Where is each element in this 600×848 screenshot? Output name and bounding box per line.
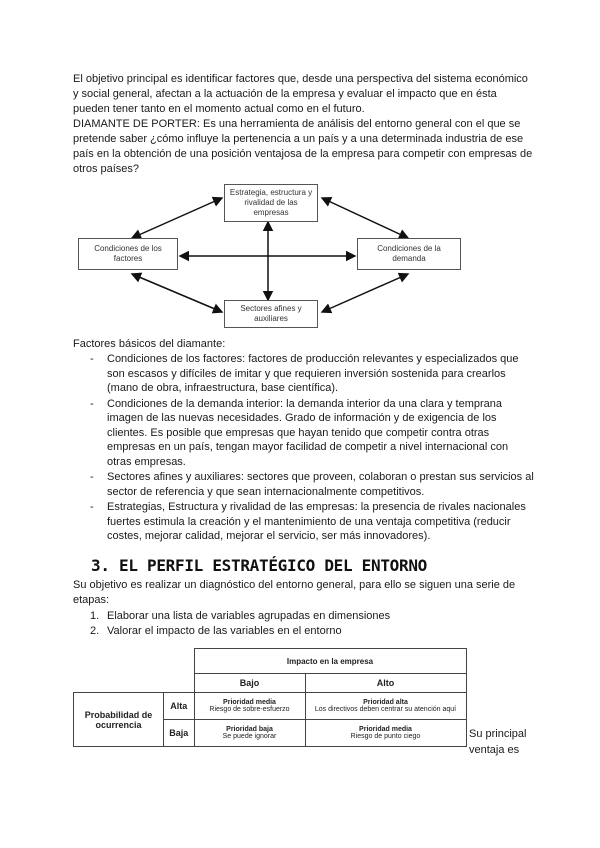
diamante-paragraph: DIAMANTE DE PORTER: Es una herramienta de análisis del entorno general con el que se pretende saber ¿cómo influye la pertenencia a un país y a una determinada industria de ese país en la obtención de una posición ventajosa de la empresa para competir con empresas de otros países? (73, 118, 533, 175)
list-item: - Condiciones de los factores: factores de producción relevantes y especializados que son escasos y difíciles de imitar y que requieren inversión sostenida para crearlos (mano de obra, infraestructura, base científica). (90, 352, 535, 396)
factors-list (90, 352, 535, 545)
objective-paragraph: El objetivo principal es identificar factores que, desde una perspectiva del sistema económico y social general, afectan a la actuación de la empresa y evaluar el impacto que en ésta pueden tener tanto en el momento actual como en el futuro. (73, 73, 528, 115)
table-row-alta: Alta (164, 693, 195, 720)
side-text: Su principal ventaja es (469, 728, 527, 756)
impact-table (73, 648, 467, 747)
table-cell-baja-bajo: Prioridad baja Se puede ignorar (194, 720, 305, 747)
diagram-box-strategy: Estrategia, estructura y rivalidad de las empresas (224, 184, 318, 222)
step-number: 2. (90, 625, 100, 637)
table-row-baja: Baja (164, 720, 195, 747)
table-cell-baja-alto: Prioridad media Riesgo de punto ciego (305, 720, 466, 747)
step-number: 1. (90, 610, 100, 622)
diagram-box-demand: Condiciones de la demanda (357, 238, 461, 270)
list-item: - Sectores afines y auxiliares: sectores que proveen, colaboran o prestan sus servicios al sector de referencia y que sean internacionalmente competitivos. (90, 470, 535, 499)
steps-list (90, 609, 390, 639)
arrow-top-left (132, 198, 222, 238)
porter-diamond-diagram (70, 182, 470, 332)
diagram-box-factors: Condiciones de los factores (78, 238, 178, 270)
step-text: Valorar el impacto de las variables en el entorno (107, 625, 342, 637)
list-item (90, 624, 390, 639)
arrow-bottom-right (322, 274, 408, 312)
diagram-box-sectors: Sectores afines y auxiliares (224, 300, 318, 328)
arrow-top-right (322, 198, 408, 238)
table-cell-alta-bajo: Prioridad media Riesgo de sobre-esfuerzo (194, 693, 305, 720)
table-header-impact: Impacto en la empresa (194, 649, 466, 674)
list-item (90, 609, 390, 624)
table-row-label: Probabilidad de ocurrencia (74, 693, 164, 747)
table-col-alto: Alto (305, 674, 466, 693)
list-item: - Condiciones de la demanda interior: la demanda interior da una clara y temprana imagen de las nuevas necesidades. Grado de información y de exigencia de los clientes. Es posible que empresas que hayan tenido que competir contra otras empresas en un país, tengan mayor facilidad de competir a nivel internacional con otras empresas. (90, 397, 535, 470)
step-text: Elaborar una lista de variables agrupadas en dimensiones (107, 610, 391, 622)
arrow-bottom-left (132, 274, 222, 312)
table-cell-alta-alto: Prioridad alta Los directivos deben centrar su atención aquí (305, 693, 466, 720)
table-col-bajo: Bajo (194, 674, 305, 693)
section-intro: Su objetivo es realizar un diagnóstico del entorno general, para ello se siguen una serie de etapas: (73, 579, 516, 606)
section-heading: 3. EL PERFIL ESTRATÉGICO DEL ENTORNO (91, 556, 427, 575)
factors-title: Factores básicos del diamante: (73, 338, 226, 350)
list-item: - Estrategias, Estructura y rivalidad de las empresas: la presencia de rivales nacionales fuertes estimula la creación y el mantenimiento de una ventaja competitiva (reducir costes, mejorar calidad, mejorar el servicio, ser más innovadores). (90, 500, 535, 544)
